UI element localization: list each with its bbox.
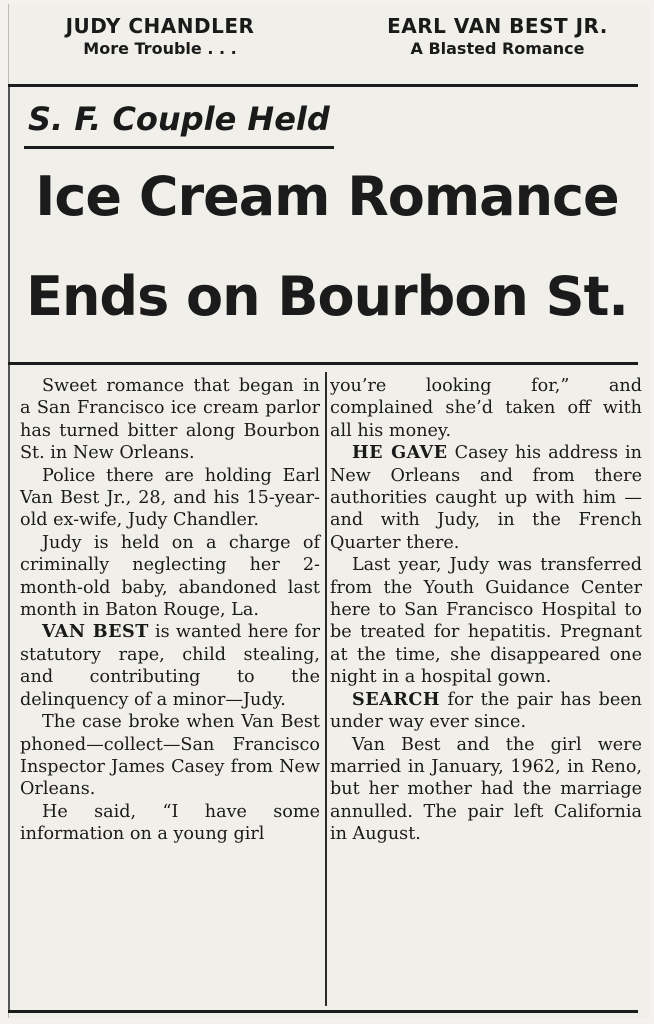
paragraph-text: Van Best and the girl were married in January, 1962, in Reno, but her mother had the marriage annulled. The pair left California in August. (330, 734, 642, 845)
article-paragraph (20, 532, 320, 622)
article-column-right (330, 375, 642, 846)
article-paragraph (330, 442, 642, 554)
paragraph-text: you’re looking for,” and complained she’d taken off with all his money. (330, 376, 642, 441)
article-paragraph (330, 689, 642, 734)
photo-captions (10, 14, 630, 74)
headline-line-2: Ends on Bourbon St. (26, 265, 628, 328)
bottom-rule (8, 1010, 638, 1013)
article-paragraph (20, 465, 320, 532)
paragraph-text: for the pair has been under way ever since. (330, 689, 642, 733)
paragraph-text: Casey his address in New Orleans and from there authorities caught up with him — and with Judy, in the French Quarter there. (330, 443, 642, 553)
paragraph-text: Police there are holding Earl Van Best Jr., 28, and his 15-year-old ex-wife, Judy Chandler. (20, 465, 320, 531)
top-rule (8, 84, 638, 87)
caption-left-sub: More Trouble . . . (83, 39, 237, 58)
article-paragraph (20, 801, 320, 846)
paragraph-lead-in: HE GAVE (352, 442, 448, 464)
caption-left (40, 14, 280, 60)
headline-rule (8, 362, 638, 365)
caption-right-name: EARL VAN BEST JR. (387, 14, 608, 38)
kicker-headline: S. F. Couple Held (24, 96, 334, 149)
headline-line-1: Ice Cream Romance (35, 165, 619, 228)
paragraph-text: The case broke when Van Best phoned—collect—San Francisco Inspector James Casey from New Orleans. (20, 712, 320, 800)
caption-right (365, 14, 630, 60)
paragraph-text: Judy is held on a charge of criminally neglecting her 2-month-old baby, abandoned last month in Baton Rouge, La. (20, 532, 320, 621)
article-paragraph (20, 711, 320, 801)
column-divider (325, 372, 327, 1006)
caption-left-name: JUDY CHANDLER (65, 14, 255, 38)
article-paragraph (330, 375, 642, 442)
article-column-left (20, 375, 320, 846)
paragraph-text: is wanted here for statutory rape, child stealing, and contributing to the delinquency of a minor—Judy. (20, 622, 320, 710)
article-paragraph (20, 375, 320, 465)
paragraph-text: He said, “I have some information on a young girl (20, 801, 320, 845)
paragraph-lead-in: SEARCH (352, 688, 441, 710)
article-paragraph (330, 734, 642, 846)
caption-right-sub: A Blasted Romance (410, 39, 585, 58)
paragraph-text: Sweet romance that began in a San Francisco ice cream parlor has turned bitter along Bourbon St. in New Orleans. (20, 376, 320, 464)
article-paragraph (20, 621, 320, 711)
paragraph-lead-in: VAN BEST (42, 621, 149, 643)
article-paragraph (330, 554, 642, 688)
paragraph-text: Last year, Judy was transferred from the Youth Guidance Center here to San Francisco Hospital to be treated for hepatitis. Pregnant at the time, she disappeared one night in a hospital gown. (330, 555, 642, 688)
